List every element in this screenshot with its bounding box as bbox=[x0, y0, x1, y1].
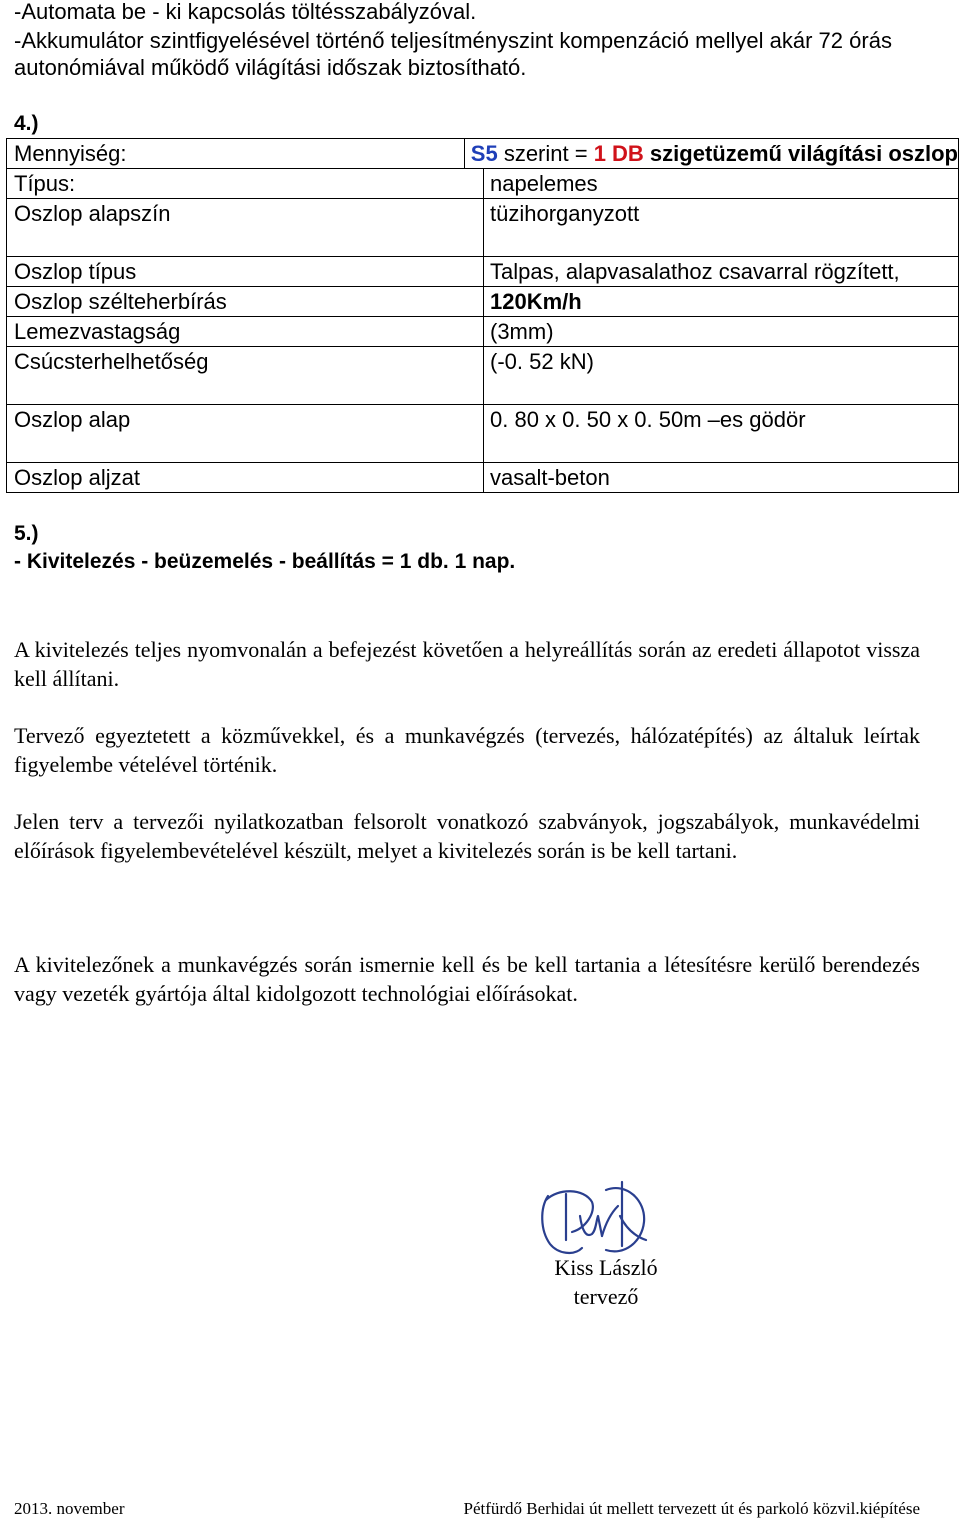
row-label: Típus: bbox=[7, 169, 484, 198]
table-row bbox=[7, 199, 959, 257]
row-value: 120Km/h bbox=[484, 287, 959, 316]
row-label: Lemezvastagság bbox=[7, 317, 484, 346]
row-label: Oszlop szélteherbírás bbox=[7, 287, 484, 316]
specs-table bbox=[6, 138, 959, 493]
footer-project: Pétfürdő Berhidai út mellett tervezett út és parkoló közvil.kiépítése bbox=[463, 1499, 920, 1518]
row-label: Oszlop alap bbox=[7, 405, 484, 462]
table-row bbox=[7, 287, 959, 317]
row-value: tüzihorganyzott bbox=[484, 199, 959, 256]
table-row bbox=[7, 317, 959, 347]
intro-line-2: -Akkumulátor szintfigyelésével történő teljesítményszint kompenzáció mellyel akár 72 órás bbox=[14, 28, 892, 53]
row-value: vasalt-beton bbox=[484, 463, 959, 492]
intro-line-3: autonómiával működő világítási időszak biztosítható. bbox=[14, 55, 527, 80]
paragraph-3: Jelen terv a tervezői nyilatkozatban felsorolt vonatkozó szabványok, jogszabályok, munkavédelmi előírások figyelembevételével készült, melyet a kivitelezés során is be kell tartani. bbox=[14, 809, 920, 863]
row-label: Oszlop alapszín bbox=[7, 199, 484, 256]
row-label: Mennyiség: bbox=[7, 139, 465, 168]
row-value bbox=[465, 139, 959, 168]
row-label: Oszlop aljzat bbox=[7, 463, 484, 492]
s5-code: S5 bbox=[470, 141, 498, 166]
row-value: Talpas, alapvasalathoz csavarral rögzített, bbox=[484, 257, 959, 286]
intro-line-1: -Automata be - ki kapcsolás töltésszabályzóval. bbox=[14, 0, 477, 24]
section-4-heading: 4.) bbox=[14, 112, 39, 135]
handwritten-signature bbox=[536, 1176, 656, 1264]
paragraph-2: Tervező egyeztetett a közművekkel, és a munkavégzés (tervezés, hálózatépítés) az általuk leírtak figyelembe vételével történik. bbox=[14, 723, 920, 777]
quantity-value: 1 DB bbox=[593, 141, 644, 166]
row-value: napelemes bbox=[484, 169, 959, 198]
value-mid: szerint = bbox=[497, 141, 594, 166]
signer-role: tervező bbox=[573, 1284, 639, 1309]
row-label: Oszlop típus bbox=[7, 257, 484, 286]
paragraph-4: A kivitelezőnek a munkavégzés során ismernie kell és be kell tartania a létesítésre kerülő berendezés vagy vezeték gyártója által kidolgozott technológiai előírásokat. bbox=[14, 952, 920, 1006]
row-value: (-0. 52 kN) bbox=[484, 347, 959, 404]
signer-name: Kiss László bbox=[554, 1255, 658, 1280]
row-value: (3mm) bbox=[484, 317, 959, 346]
table-row bbox=[7, 257, 959, 287]
footer-date: 2013. november bbox=[14, 1499, 125, 1518]
table-row bbox=[7, 463, 959, 493]
paragraph-1: A kivitelezés teljes nyomvonalán a befejezést követően a helyreállítás során az eredeti állapotot vissza kell állítani. bbox=[14, 637, 920, 691]
table-row bbox=[7, 405, 959, 463]
table-row bbox=[7, 169, 959, 199]
table-row bbox=[7, 139, 959, 169]
value-rest: szigetüzemű világítási oszlop bbox=[643, 141, 958, 166]
row-value: 0. 80 x 0. 50 x 0. 50m –es gödör bbox=[484, 405, 959, 462]
section-5-heading: 5.) bbox=[14, 522, 39, 545]
row-label: Csúcsterhelhetőség bbox=[7, 347, 484, 404]
section-5-line: - Kivitelezés - beüzemelés - beállítás = 1 db. 1 nap. bbox=[14, 550, 516, 573]
table-row bbox=[7, 347, 959, 405]
